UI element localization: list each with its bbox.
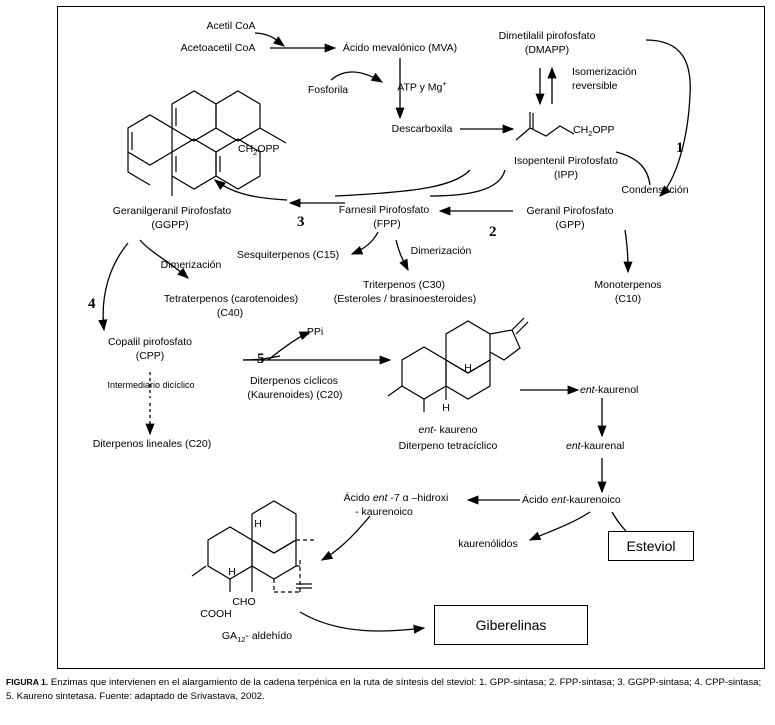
label-gpp-line1: Geranil Pirofosfato: [526, 205, 614, 217]
label-mva: Ácido mevalónico (MVA): [342, 42, 458, 54]
label-isomerizacion-line1: Isomerización: [572, 66, 637, 78]
giberelinas-label: Giberelinas: [475, 617, 547, 633]
label-triterpenos-line2: (Esteroles / brasinoesteroides): [333, 293, 477, 305]
label-ch2opp-ipp: $CH_2OPP$: [573, 124, 615, 139]
label-ggpp-line1: Geranilgeranil Pirofosfato: [112, 205, 232, 217]
label-ent-kaureno: ent- kaureno: [418, 424, 478, 436]
label-acido-7a-hidroxi-line1: Ácido ent -7 α –hidroxi: [343, 492, 449, 504]
label-dmapp-line2: (DMAPP): [524, 44, 570, 56]
esteviol-box: [608, 531, 694, 561]
label-isomerizacion-line2: reversible: [572, 80, 618, 92]
step-number-1: 1: [676, 140, 684, 156]
label-acido-7a-hidroxi-line2: - kaurenoico: [355, 506, 413, 518]
label-dimerizacion-fpp: Dimerización: [410, 245, 472, 257]
label-ggpp-line2: (GGPP): [151, 219, 189, 231]
label-diterpeno-tetraciclico: Diterpeno tetracíclico: [398, 440, 498, 452]
label-ga12-aldehido: $GA_{12}-$ aldehído: [221, 630, 293, 645]
label-h-ga12-bottom: H: [228, 566, 236, 578]
label-tetraterpenos-line1: Tetraterpenos (carotenoides): [163, 293, 299, 305]
label-kaurenolidos: kaurenólidos: [458, 538, 518, 550]
label-cpp-line2: (CPP): [135, 350, 165, 362]
caption-label: FIGURA 1.: [6, 677, 49, 687]
figure-caption: [6, 676, 768, 704]
label-gpp-line2: (GPP): [555, 219, 585, 231]
label-sesquiterpenos: Sesquiterpenos (C15): [236, 249, 340, 261]
giberelinas-box: [434, 605, 588, 645]
esteviol-label: Esteviol: [626, 538, 676, 554]
label-ipp-line1: Isopentenil Pirofosfato: [514, 155, 618, 167]
step-number-4: 4: [88, 296, 96, 312]
label-triterpenos-line1: Triterpenos (C30): [363, 279, 445, 291]
step-number-3: 3: [297, 214, 305, 230]
label-atp-mg: ATP y Mg+: [397, 79, 447, 94]
label-tetraterpenos-line2: (C40): [216, 307, 244, 319]
label-acetil-coa: Acetil CoA: [206, 20, 256, 32]
label-cooh: COOH: [200, 608, 232, 620]
label-acido-ent-kaurenoico: Ácido ent-kaurenoico: [522, 494, 621, 506]
label-fpp: (FPP): [373, 218, 401, 230]
label-monoterpenos-line1: Monoterpenos: [594, 279, 662, 291]
label-h-ga12-top: H: [254, 518, 262, 530]
label-ppi: PPi: [306, 326, 324, 338]
caption-text: Enzimas que intervienen en el alargamiento de la cadena terpénica en la ruta de síntesis del steviol: 1. GPP-sintasa; 2. FPP-sintasa; 3. GGPP-sintasa; 4. CPP-sintasa; 5. Kaureno sintetasa. Fuente: adaptado de Srivastava, 2002.: [6, 677, 762, 702]
label-acetoacetil-coa: Acetoacetil CoA: [180, 42, 256, 54]
label-cpp-line1: Copalil pirofosfato: [107, 336, 193, 348]
label-diterpenos-lineales: Diterpenos lineales (C20): [92, 438, 212, 450]
label-ent-kaurenol: ent-kaurenol: [580, 384, 639, 396]
step-number-2: 2: [489, 224, 497, 240]
label-h-kaureno-center: H: [464, 362, 472, 374]
label-dimerizacion-ggpp: Dimerización: [160, 259, 222, 271]
label-diterpenos-ciclicos-line2: (Kaurenoides) (C20): [247, 389, 343, 401]
label-ch2opp-ggpp: $CH_2OPP$: [238, 143, 280, 158]
label-ipp-line2: (IPP): [554, 169, 578, 181]
step-number-5: 5: [257, 351, 265, 367]
label-dmapp-line1: Dimetilalil pirofosfato: [498, 30, 596, 42]
label-fosforila: Fosforila: [307, 84, 349, 96]
label-ent-kaurenal: ent-kaurenal: [566, 440, 625, 452]
label-cho: CHO: [232, 596, 256, 608]
label-h-kaureno-bottom: H: [442, 402, 450, 414]
label-diterpenos-ciclicos-line1: Diterpenos cíclicos: [249, 375, 339, 387]
label-farnesil-pirofosfato: Farnesil Pirofosfato: [338, 204, 430, 216]
label-monoterpenos-line2: (C10): [614, 293, 642, 305]
label-descarboxila: Descarboxila: [391, 123, 453, 135]
label-condensacion: Condensación: [621, 184, 689, 196]
label-intermediario-diciclico: Intermediario dicíclico: [107, 380, 195, 390]
